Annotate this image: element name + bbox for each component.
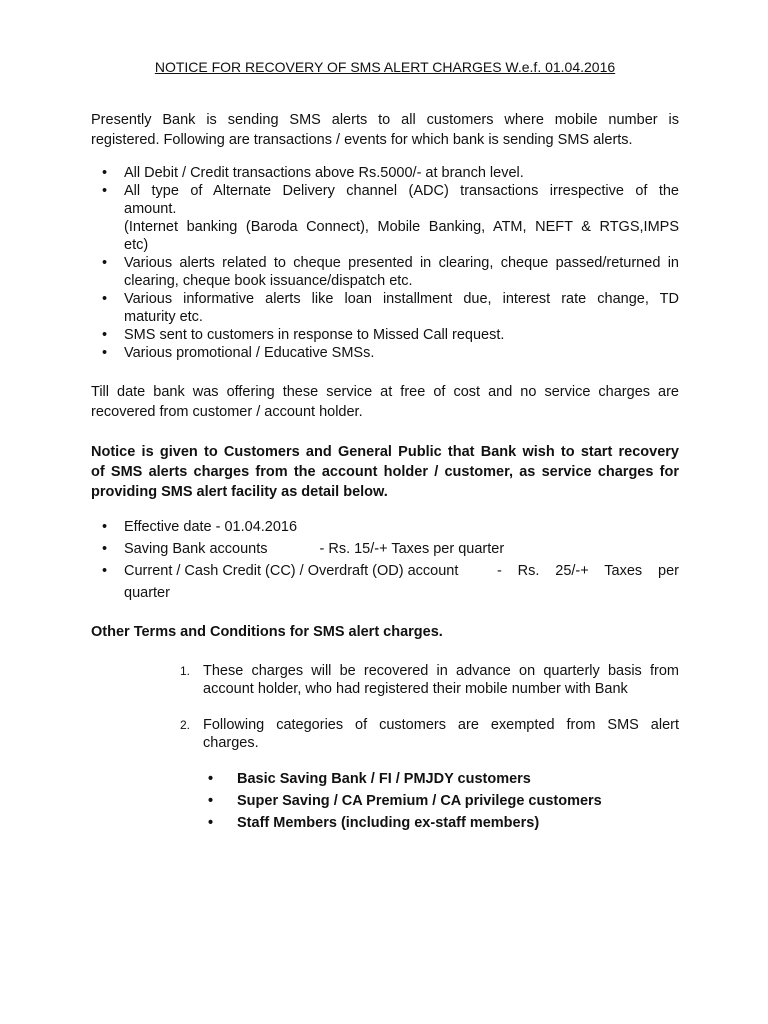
public-notice-paragraph [91,442,679,502]
charges-list [91,516,679,604]
list-item [91,326,679,344]
bullet-icon: • [102,563,108,579]
bullet-icon: • [102,165,108,181]
notice-document [91,58,679,834]
bullet-icon: • [102,345,108,361]
list-item [91,516,679,538]
list-item-text: Various informative alerts like loan installment due, interest rate change, TD [124,291,679,307]
exempted-category: Staff Members (including ex-staff members) [237,815,540,831]
list-item [91,790,679,812]
list-item-text: All type of Alternate Delivery channel (ADC) transactions irrespective of the [124,183,679,199]
bullet-icon: • [102,541,108,557]
term-text: charges. [203,735,259,751]
bullet-icon: • [102,255,108,271]
list-item [91,560,679,604]
free-service-line-1: Till date bank was offering these service at free of cost and no service charges are [91,384,679,400]
current-account-charge-cont: quarter [124,585,170,601]
public-notice-line-2: of SMS alerts charges from the account holder / customer, as service charges for [91,464,679,480]
list-item [91,164,679,182]
transaction-list [91,164,679,362]
saving-account-label: Saving Bank accounts [124,541,268,557]
exempted-category: Basic Saving Bank / FI / PMJDY customers [237,771,531,787]
intro-paragraph [91,110,679,150]
list-item [91,662,679,698]
intro-line-2: registered. Following are transactions / events for which bank is sending SMS alerts. [91,132,633,148]
free-service-line-2: recovered from customer / account holder. [91,404,363,420]
list-item-text: (Internet banking (Baroda Connect), Mobile Banking, ATM, NEFT & RTGS,IMPS [124,219,679,235]
list-item [91,768,679,790]
list-item [91,290,679,326]
list-item [91,716,679,752]
list-item [91,254,679,290]
term-text: account holder, who had registered their mobile number with Bank [203,681,628,697]
bullet-icon: • [208,815,214,831]
intro-line-1: Presently Bank is sending SMS alerts to all customers where mobile number is [91,112,679,128]
list-item-text: Various promotional / Educative SMSs. [124,345,375,361]
saving-account-charge: - Rs. 15/-+ Taxes per quarter [319,541,505,557]
bullet-icon: • [102,291,108,307]
list-item-text: clearing, cheque book issuance/dispatch etc. [124,273,413,289]
list-item-text: etc) [124,237,149,253]
term-number: 2. [180,718,191,732]
list-item [91,344,679,362]
list-item [91,182,679,254]
bullet-icon: • [208,771,214,787]
public-notice-line-3: providing SMS alert facility as detail below. [91,484,388,500]
list-item-text: maturity etc. [124,309,203,325]
list-item-text: Various alerts related to cheque presented in clearing, cheque passed/returned in [124,255,679,271]
list-item-text: SMS sent to customers in response to Missed Call request. [124,327,505,343]
terms-heading: Other Terms and Conditions for SMS alert charges. [91,624,443,640]
current-account-label: Current / Cash Credit (CC) / Overdraft (OD) account [124,563,459,579]
exempted-categories-list [91,768,679,834]
terms-list [91,662,679,752]
bullet-icon: • [102,327,108,343]
current-account-charge: - Rs. 25/-+ Taxes per [497,563,679,579]
term-number: 1. [180,664,191,678]
list-item [91,538,679,560]
free-service-paragraph [91,382,679,422]
term-text: Following categories of customers are exempted from SMS alert [203,717,679,733]
bullet-icon: • [208,793,214,809]
term-text: These charges will be recovered in advance on quarterly basis from [203,663,679,679]
bullet-icon: • [102,183,108,199]
effective-date: Effective date - 01.04.2016 [124,519,298,535]
public-notice-line-1: Notice is given to Customers and General Public that Bank wish to start recovery [91,444,679,460]
bullet-icon: • [102,519,108,535]
exempted-category: Super Saving / CA Premium / CA privilege customers [237,793,602,809]
notice-title: NOTICE FOR RECOVERY OF SMS ALERT CHARGES W.e.f. 01.04.2016 [154,59,616,75]
list-item-text: All Debit / Credit transactions above Rs.5000/- at branch level. [124,165,524,181]
list-item [91,812,679,834]
list-item-text: amount. [124,201,177,217]
